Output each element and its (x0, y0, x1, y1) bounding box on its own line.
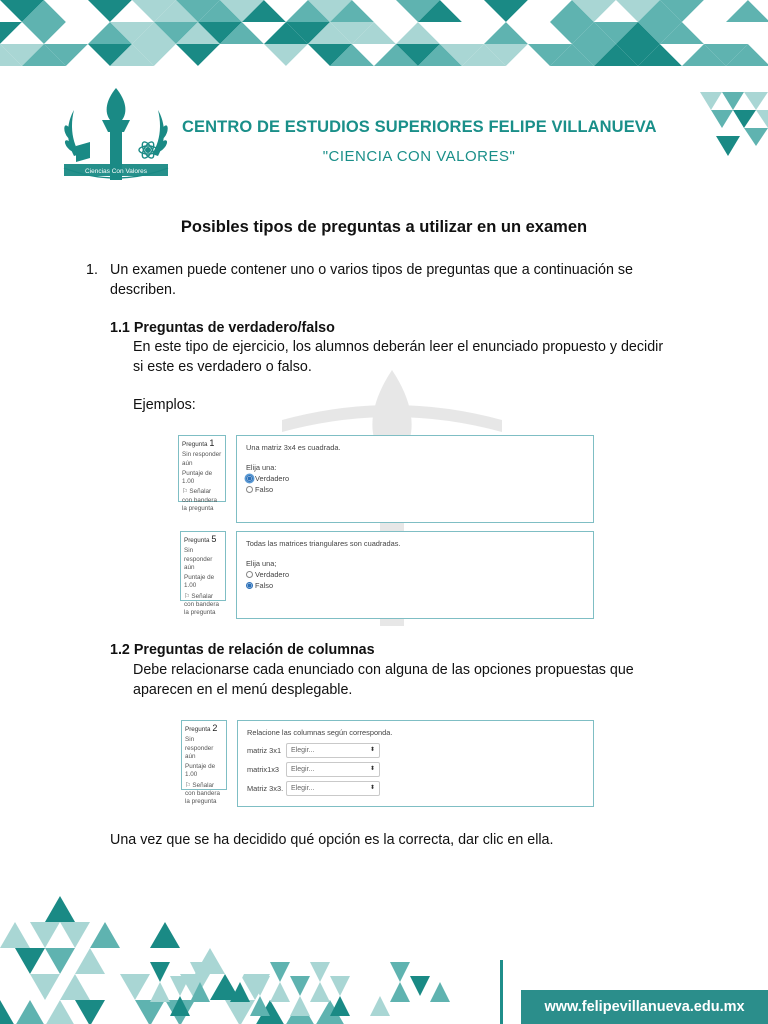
option-verdadero[interactable] (246, 473, 584, 484)
question-content-box (237, 720, 594, 807)
choice-select[interactable] (286, 762, 380, 777)
list-number: 1. (86, 262, 98, 278)
section2-heading: 1.2 Preguntas de relación de columnas (110, 642, 375, 658)
decor-triangle (410, 976, 430, 996)
choice-select[interactable] (286, 781, 380, 796)
question-content-box (236, 435, 594, 523)
logo-motto-text: Ciencias Con Valores (84, 168, 148, 175)
flag-question-link[interactable] (184, 593, 222, 618)
radio-button[interactable] (246, 486, 253, 493)
institution-name: CENTRO DE ESTUDIOS SUPERIORES FELIPE VILLANUEVA (182, 118, 657, 136)
option-label: Verdadero (255, 570, 290, 579)
decor-triangle (165, 948, 195, 974)
option-falso[interactable] (246, 484, 584, 495)
decor-triangle (60, 922, 90, 948)
match-row (247, 781, 584, 796)
closing-paragraph: Una vez que se ha decidido qué opción es la correcta, dar clic en ella. (110, 832, 554, 848)
option-label: Falso (255, 581, 274, 590)
decor-triangle (60, 974, 90, 1000)
flag-question-link[interactable] (185, 782, 223, 807)
flag-question-label: Señalar con bandera la pregunta (182, 488, 218, 513)
question-statement: Relacione las columnas según corresponda. (247, 728, 393, 737)
decor-triangle (270, 962, 290, 982)
decor-triangle (470, 962, 490, 982)
flag-icon: ⚐ (184, 592, 190, 600)
question-info-panel (181, 720, 227, 806)
match-label: Matriz 3x3. (247, 784, 284, 793)
select-caret-icon: ⬍ (369, 766, 375, 772)
section1-text: En este tipo de ejercicio, los alumnos deberán leer el enunciado propuesto y decidir si este es verdadero o falso. (133, 339, 664, 375)
question-label: Pregunta (182, 441, 208, 448)
option-label: Falso (255, 485, 274, 494)
decor-triangle (75, 948, 105, 974)
decor-triangle (30, 922, 60, 948)
select-value: Elegir... (291, 785, 315, 792)
radio-button[interactable] (246, 475, 253, 482)
option-label: Verdadero (255, 474, 290, 483)
decor-triangle (390, 982, 410, 1002)
radio-button[interactable] (246, 582, 253, 589)
option-verdadero[interactable] (246, 569, 584, 580)
match-label: matriz 3x1 (247, 746, 282, 755)
decor-triangle (270, 982, 290, 1002)
question-label: Pregunta (184, 537, 210, 544)
question-statement: Una matriz 3x4 es cuadrada. (246, 443, 341, 452)
decor-triangle (0, 1000, 15, 1024)
decor-triangle (290, 996, 310, 1016)
choose-label: Elija una; (246, 559, 277, 568)
match-row (247, 743, 584, 758)
question-number: 1 (209, 438, 215, 448)
option-falso[interactable] (246, 580, 584, 591)
flag-question-label: Señalar con bandera la pregunta (184, 592, 220, 617)
decor-triangle (45, 948, 75, 974)
decor-triangle (430, 962, 450, 982)
question-status: Sin responder aún (182, 451, 222, 467)
institution-logo (60, 86, 172, 192)
decor-triangle (45, 1000, 75, 1024)
decor-triangle (120, 974, 150, 1000)
decor-triangle (30, 974, 60, 1000)
radio-button[interactable] (246, 571, 253, 578)
institution-motto: "CIENCIA CON VALORES" (322, 148, 516, 165)
question-number: 2 (212, 723, 218, 733)
website-url[interactable]: www.felipevillanueva.edu.mx (521, 990, 768, 1024)
decor-triangle (310, 962, 330, 982)
select-value: Elegir... (291, 766, 315, 773)
question-content-box (236, 531, 594, 619)
section2-text: Debe relacionarse cada enunciado con alguna de las opciones propuestas que aparecen en el menú desplegable. (133, 662, 634, 698)
decor-triangle (733, 110, 756, 128)
decor-triangle (716, 136, 740, 156)
decor-triangle (135, 1000, 165, 1024)
decor-triangle (45, 896, 75, 922)
question-score: Puntaje de 1.00 (185, 763, 216, 779)
decor-triangle (756, 110, 768, 128)
select-caret-icon: ⬍ (369, 747, 375, 753)
decor-triangle (90, 922, 120, 948)
examples-label: Ejemplos: (133, 397, 196, 413)
decor-triangle (744, 92, 768, 110)
decor-triangle (15, 948, 45, 974)
flag-question-link[interactable] (182, 488, 222, 513)
decor-triangle (310, 982, 330, 1002)
question-info-panel (180, 531, 226, 617)
document-title: Posibles tipos de preguntas a utilizar en un examen (180, 218, 588, 236)
decor-triangle (290, 976, 310, 996)
question-score: Puntaje de 1.00 (182, 469, 213, 486)
question-number: 5 (211, 534, 217, 544)
flag-question-label: Señalar con bandera la pregunta (185, 781, 221, 806)
decor-triangle (470, 982, 490, 1002)
question-status: Sin responder aún (185, 736, 214, 760)
question-score: Puntaje de 1.00 (184, 574, 215, 590)
flag-icon: ⚐ (185, 781, 191, 789)
select-value: Elegir... (291, 747, 315, 754)
decor-triangle (410, 996, 430, 1016)
flag-icon: ⚐ (182, 488, 188, 496)
question-label: Pregunta (185, 726, 211, 733)
footer-divider (500, 960, 503, 1024)
decor-triangle (390, 962, 410, 982)
select-caret-icon: ⬍ (369, 785, 375, 791)
decor-triangle (30, 870, 60, 896)
question-status: Sin responder aún (184, 547, 213, 571)
decor-triangle (700, 92, 722, 110)
section1-heading: 1.1 Preguntas de verdadero/falso (110, 320, 335, 336)
match-label: matrix1x3 (247, 765, 280, 774)
decor-triangle (0, 922, 30, 948)
choose-label: Elija una: (246, 463, 277, 472)
decor-triangle (430, 982, 450, 1002)
question-statement: Todas las matrices triangulares son cuadradas. (246, 539, 401, 548)
decor-triangle (15, 1000, 45, 1024)
intro-paragraph: Un examen puede contener uno o varios tipos de preguntas que a continuación se describen. (110, 262, 633, 298)
decor-triangle (711, 110, 733, 128)
decor-triangle (75, 1000, 105, 1024)
decor-triangle (744, 128, 768, 146)
decor-triangle (370, 996, 390, 1016)
decor-triangle (0, 974, 30, 1000)
question-info-panel (178, 435, 226, 513)
decor-triangle (330, 976, 350, 996)
decor-triangle (150, 922, 180, 948)
match-row (247, 762, 584, 777)
decor-triangle (370, 976, 390, 996)
decor-triangle (722, 92, 744, 110)
decor-triangle (225, 1000, 255, 1024)
choice-select[interactable] (286, 743, 380, 758)
